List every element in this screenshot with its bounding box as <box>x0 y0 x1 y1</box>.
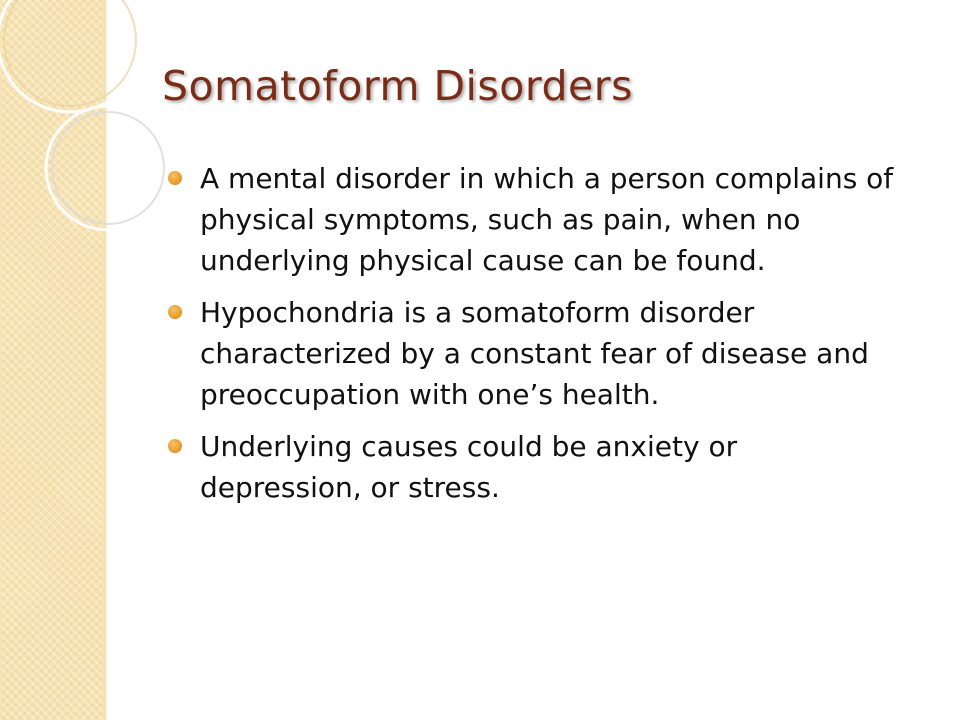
filled-circle-bullet-icon <box>168 439 182 453</box>
bullet-item <box>166 158 896 281</box>
bullet-text: Underlying causes could be anxiety or depression, or stress. <box>200 430 738 504</box>
bullet-text: Hypochondria is a somatoform disorder characterized by a constant fear of disease and preoccupation with one’s health. <box>200 296 869 411</box>
slide-title: Somatoform Disorders <box>162 62 633 110</box>
filled-circle-bullet-icon <box>168 305 182 319</box>
bullet-item <box>166 426 896 508</box>
bullet-item <box>166 292 896 415</box>
bullet-list <box>166 158 896 519</box>
bullet-text: A mental disorder in which a person complains of physical symptoms, such as pain, when no underlying physical cause can be found. <box>200 162 894 277</box>
filled-circle-bullet-icon <box>168 171 182 185</box>
